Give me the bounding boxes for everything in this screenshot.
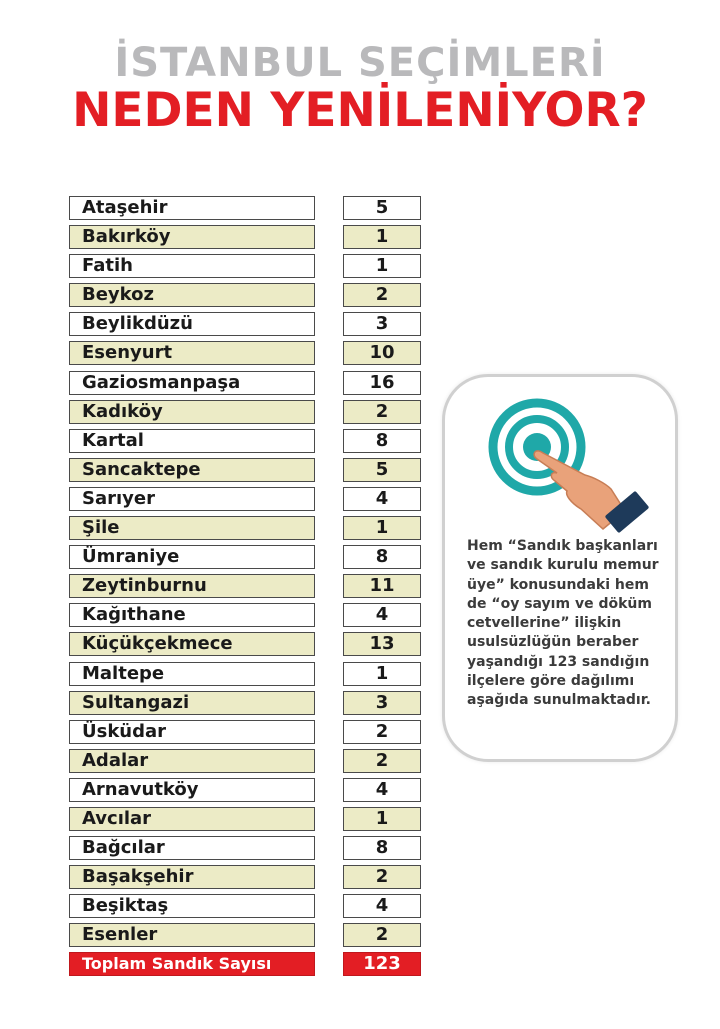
total-count: 123 [343, 952, 421, 976]
district-name: Bakırköy [69, 225, 315, 249]
ballot-box-count: 10 [343, 341, 421, 365]
district-name: Beykoz [69, 283, 315, 307]
district-name: Kağıthane [69, 603, 315, 627]
ballot-box-count: 3 [343, 312, 421, 336]
ballot-box-count: 2 [343, 720, 421, 744]
district-name: Maltepe [69, 662, 315, 686]
district-name: Arnavutköy [69, 778, 315, 802]
district-name: Şile [69, 516, 315, 540]
district-name: Beylikdüzü [69, 312, 315, 336]
ballot-box-count: 13 [343, 632, 421, 656]
ballot-box-count: 2 [343, 923, 421, 947]
ballot-box-count: 16 [343, 371, 421, 395]
district-name: Üsküdar [69, 720, 315, 744]
total-label: Toplam Sandık Sayısı [69, 952, 315, 976]
district-name: Adalar [69, 749, 315, 773]
district-name: Küçükçekmece [69, 632, 315, 656]
district-name: Başakşehir [69, 865, 315, 889]
district-name: Avcılar [69, 807, 315, 831]
ballot-box-count: 5 [343, 458, 421, 482]
ballot-box-count: 2 [343, 865, 421, 889]
ballot-box-count: 4 [343, 603, 421, 627]
ballot-box-count: 3 [343, 691, 421, 715]
district-name: Zeytinburnu [69, 574, 315, 598]
ballot-box-count: 2 [343, 749, 421, 773]
ballot-box-count: 5 [343, 196, 421, 220]
ballot-box-count: 8 [343, 429, 421, 453]
ballot-box-count: 1 [343, 807, 421, 831]
ballot-box-count: 4 [343, 487, 421, 511]
district-name: Kartal [69, 429, 315, 453]
district-name: Sultangazi [69, 691, 315, 715]
ballot-box-count: 4 [343, 778, 421, 802]
district-name: Sancaktepe [69, 458, 315, 482]
district-name: Beşiktaş [69, 894, 315, 918]
district-name: Esenler [69, 923, 315, 947]
district-name: Esenyurt [69, 341, 315, 365]
ballot-box-count: 1 [343, 225, 421, 249]
ballot-box-count: 8 [343, 545, 421, 569]
district-name: Fatih [69, 254, 315, 278]
ballot-box-count: 4 [343, 894, 421, 918]
ballot-box-count: 2 [343, 283, 421, 307]
touch-hand-icon [485, 397, 655, 541]
ballot-box-count: 1 [343, 254, 421, 278]
ballot-box-count: 1 [343, 662, 421, 686]
district-name: Bağcılar [69, 836, 315, 860]
ballot-box-count: 1 [343, 516, 421, 540]
district-name: Ümraniye [69, 545, 315, 569]
page-title-line2: NEDEN YENİLENİYOR? [72, 83, 648, 138]
info-text: Hem “Sandık başkanları ve sandık kurulu memur üye” konusundaki hem de “oy sayım ve döküm cetvellerine” ilişkin usulsüzlüğün beraber yaşandığı 123 sandığın ilçelere göre dağılımı aşağıda sunulmaktadır. [467, 538, 659, 709]
info-card [442, 374, 678, 762]
ballot-box-count: 2 [343, 400, 421, 424]
ballot-box-count: 8 [343, 836, 421, 860]
page-title-line1: İSTANBUL SEÇİMLERİ [114, 40, 606, 86]
district-name: Kadıköy [69, 400, 315, 424]
district-name: Gaziosmanpaşa [69, 371, 315, 395]
district-name: Ataşehir [69, 196, 315, 220]
district-name: Sarıyer [69, 487, 315, 511]
ballot-box-count: 11 [343, 574, 421, 598]
